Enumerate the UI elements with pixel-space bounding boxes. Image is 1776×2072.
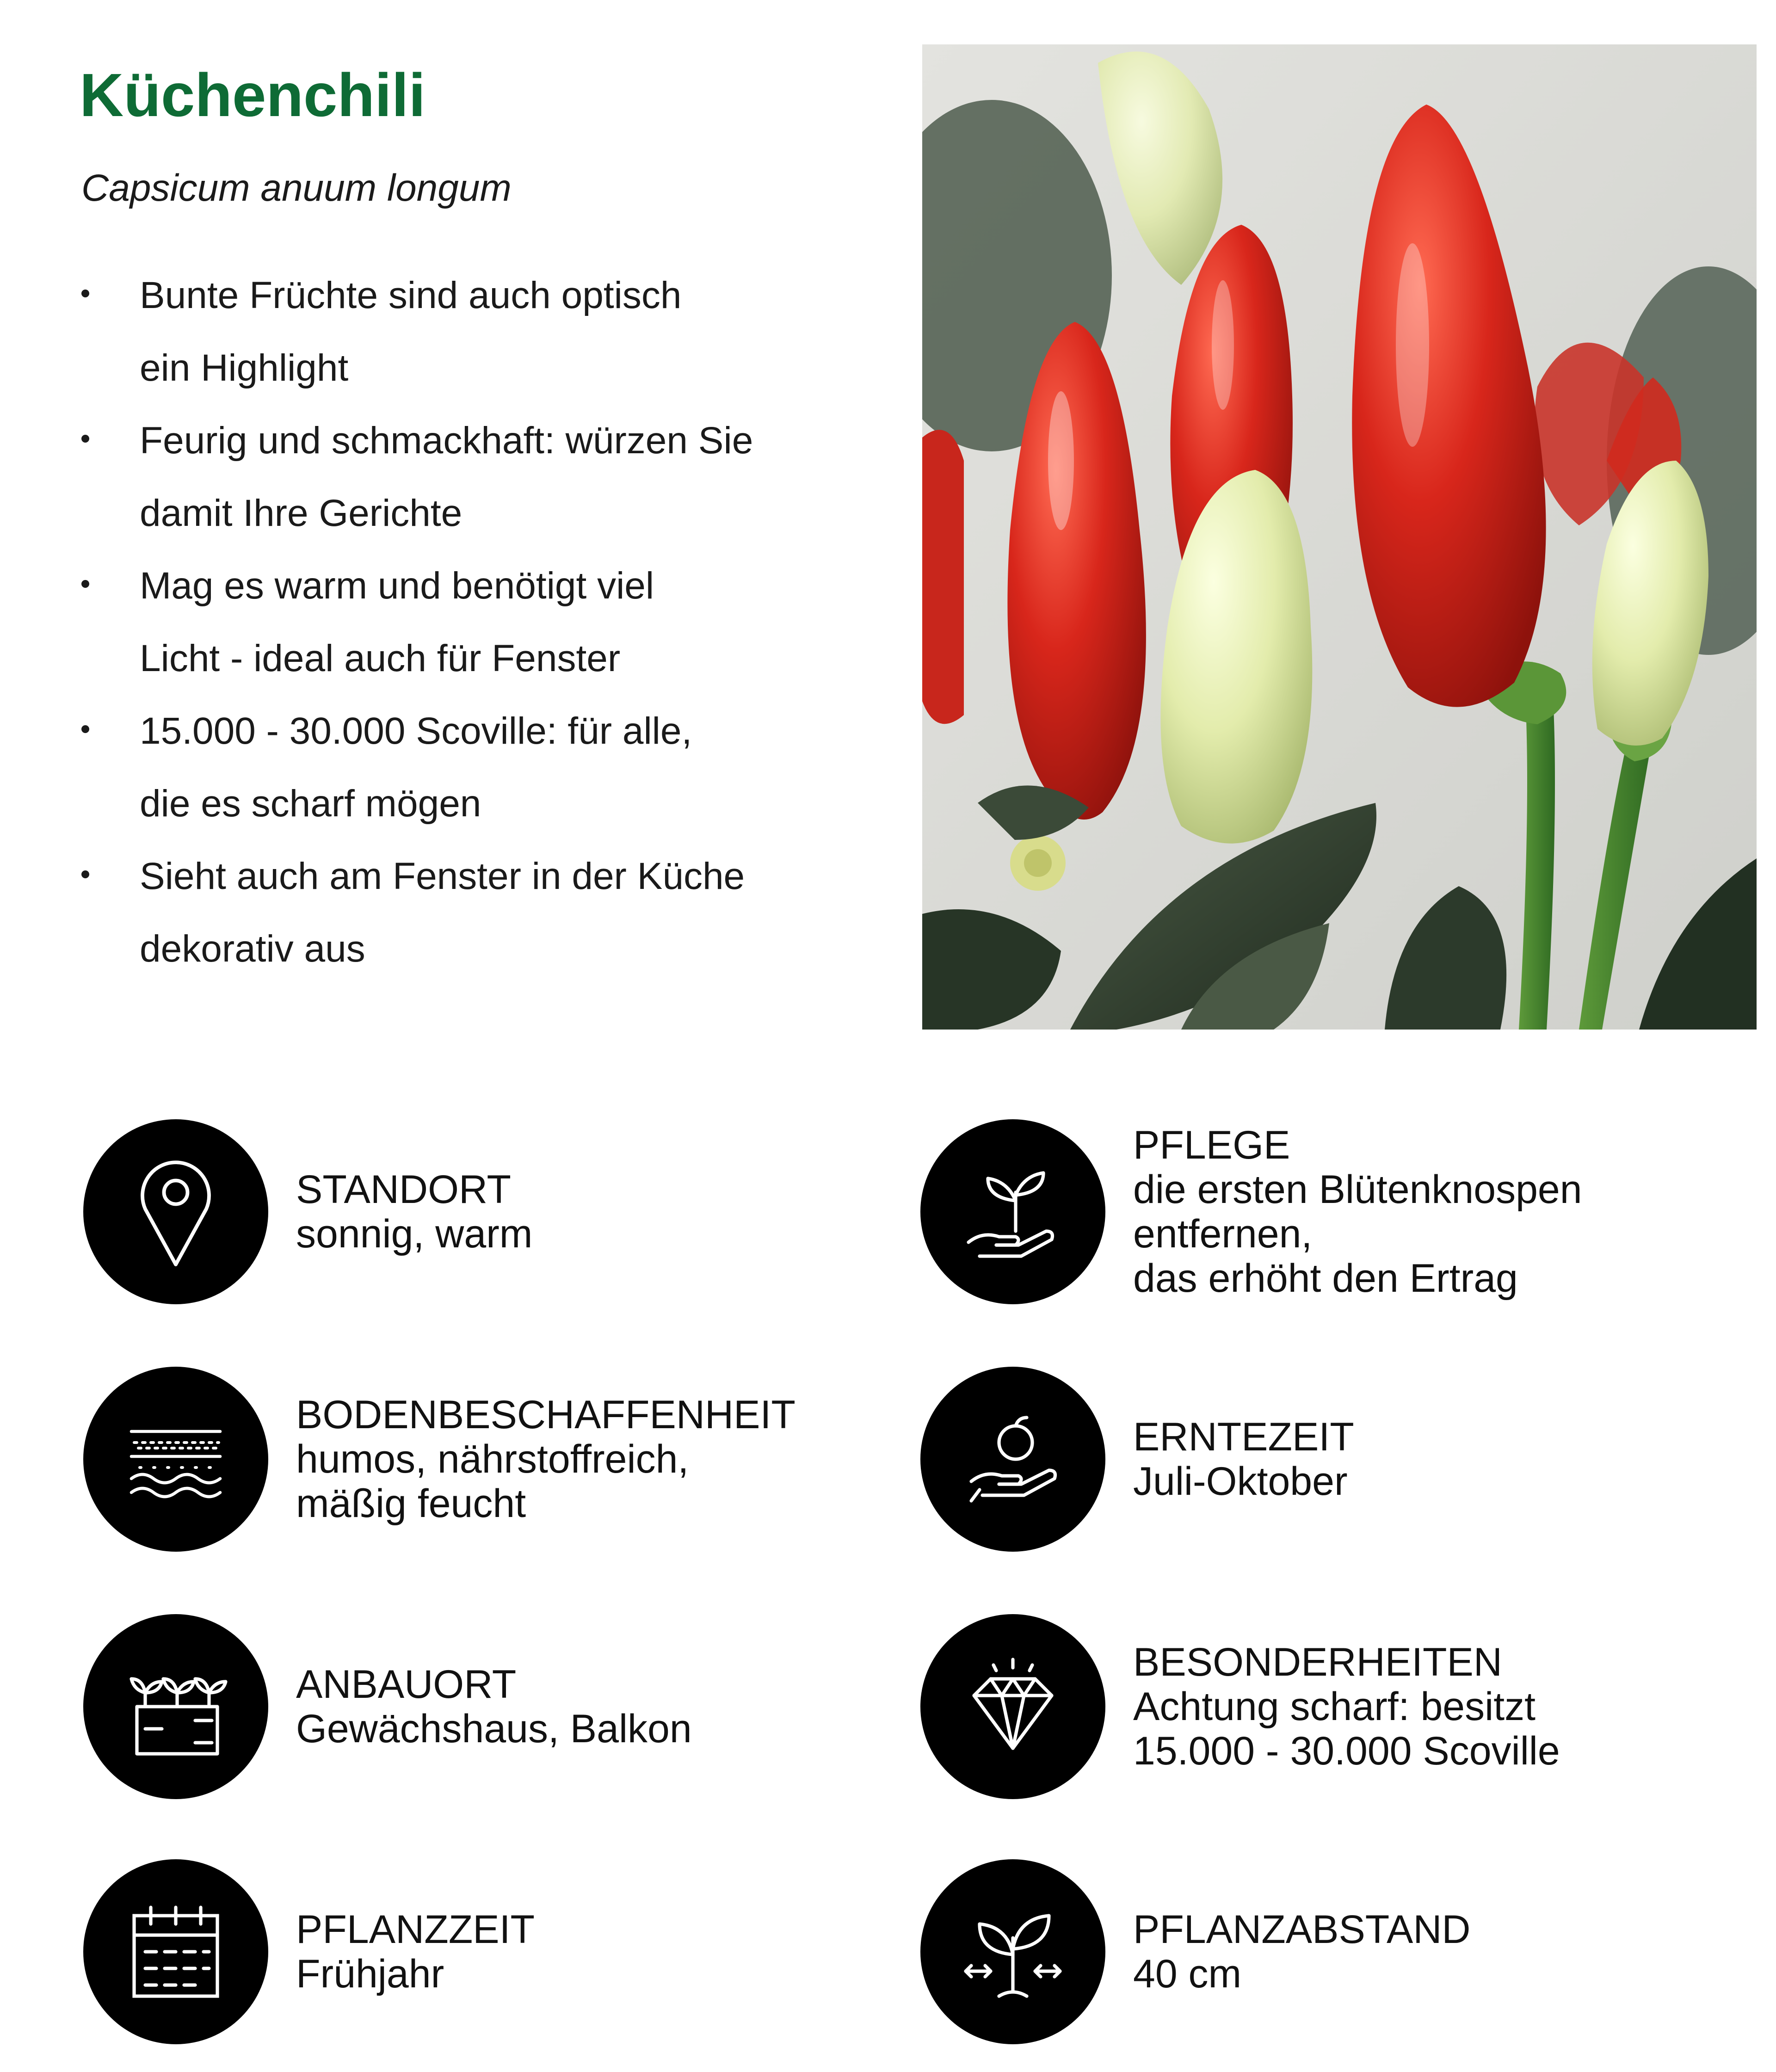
feature-item: 15.000 - 30.000 Scoville: für alle, die es scharf mögen [81, 695, 905, 840]
attribute-value: humos, nährstoffreich, [296, 1437, 689, 1481]
hand-seedling-icon [944, 1142, 1082, 1281]
attribute-label: PFLEGE [1133, 1123, 1290, 1167]
attribute-value: Gewächshaus, Balkon [296, 1707, 692, 1751]
attribute-besonderheiten [920, 1614, 1748, 1799]
plant-spacing-icon [944, 1882, 1082, 2021]
attribute-pflanzzeit [83, 1859, 911, 2044]
attribute-pflege [920, 1119, 1748, 1304]
attribute-value: Frühjahr [296, 1952, 444, 1996]
attribute-value: Juli-Oktober [1133, 1459, 1348, 1504]
attribute-value: 40 cm [1133, 1952, 1242, 1996]
attribute-value: Achtung scharf: besitzt [1133, 1684, 1536, 1729]
bullet-icon [81, 725, 89, 733]
attribute-label: PFLANZZEIT [296, 1907, 535, 1952]
feature-list [81, 259, 905, 985]
attribute-standort [83, 1119, 911, 1304]
feature-item: Mag es warm und benötigt viel Licht - ideal auch für Fenster [81, 549, 905, 695]
feature-item: Feurig und schmackhaft: würzen Sie damit Ihre Gerichte [81, 404, 905, 549]
bullet-icon [81, 435, 89, 443]
attribute-value: das erhöht den Ertrag [1133, 1256, 1518, 1301]
diamond-icon [944, 1637, 1082, 1776]
bullet-icon [81, 580, 89, 588]
attribute-value: die ersten Blütenknospen entfernen, [1133, 1167, 1582, 1256]
attribute-erntezeit [920, 1367, 1748, 1552]
attribute-anbauort [83, 1614, 911, 1799]
calendar-icon [106, 1882, 245, 2021]
attribute-bodenbeschaffenheit [83, 1367, 911, 1552]
botanical-name: Capsicum anuum longum [81, 167, 512, 209]
planter-box-icon [106, 1637, 245, 1776]
attribute-value: sonnig, warm [296, 1212, 533, 1256]
attribute-label: STANDORT [296, 1167, 512, 1212]
attribute-label: BESONDERHEITEN [1133, 1640, 1503, 1684]
attribute-value: mäßig feucht [296, 1481, 526, 1526]
attribute-value: 15.000 - 30.000 Scoville [1133, 1729, 1560, 1773]
soil-layers-icon [106, 1390, 245, 1529]
chili-plant-photo [922, 44, 1757, 1030]
feature-item: Bunte Früchte sind auch optisch ein Highlight [81, 259, 905, 404]
attribute-label: ANBAUORT [296, 1662, 517, 1707]
attribute-label: ERNTEZEIT [1133, 1415, 1354, 1459]
bullet-icon [81, 290, 89, 297]
location-pin-icon [106, 1142, 245, 1281]
hand-fruit-icon [944, 1390, 1082, 1529]
bullet-icon [81, 870, 89, 878]
feature-item: Sieht auch am Fenster in der Küche dekorativ aus [81, 840, 905, 985]
page-title: Küchenchili [80, 61, 426, 129]
attribute-label: BODENBESCHAFFENHEIT [296, 1393, 796, 1437]
attribute-label: PFLANZABSTAND [1133, 1907, 1471, 1952]
attribute-pflanzabstand [920, 1859, 1748, 2044]
